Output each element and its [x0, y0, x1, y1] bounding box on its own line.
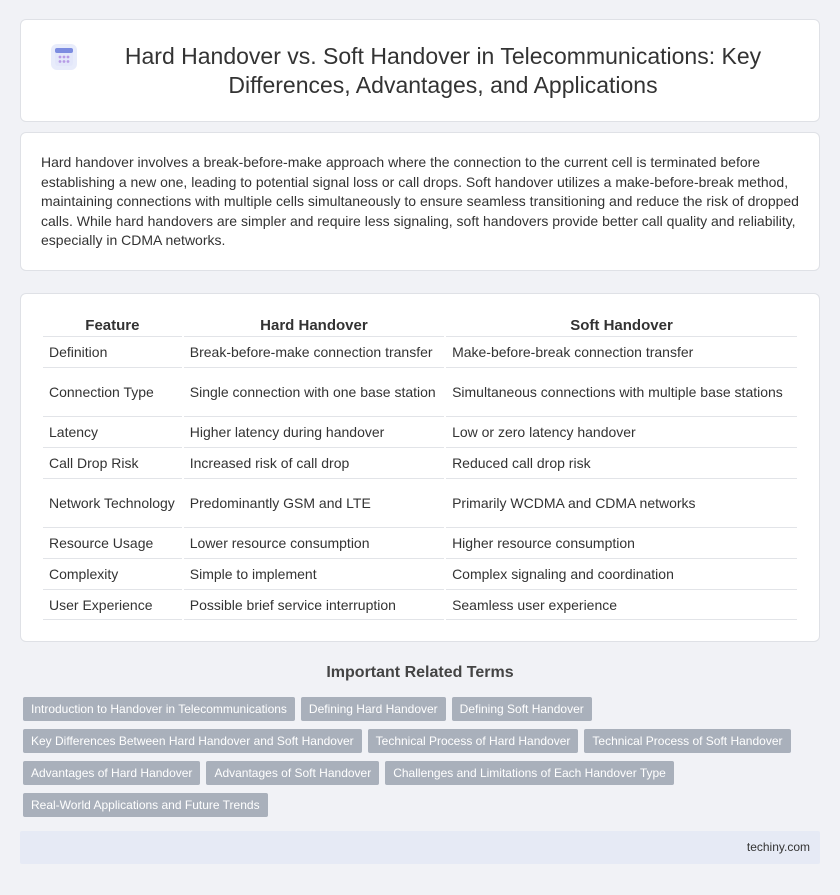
related-term-tag[interactable]: Challenges and Limitations of Each Handover Type: [385, 761, 674, 785]
table-cell: Network Technology: [43, 478, 182, 527]
table-cell: Latency: [43, 416, 182, 447]
comparison-table: [41, 316, 799, 620]
table-cell: Increased risk of call drop: [184, 447, 444, 478]
table-cell: Higher resource consumption: [446, 527, 797, 558]
related-term-tag[interactable]: Technical Process of Hard Handover: [368, 729, 579, 753]
footer-site-link[interactable]: techiny.com: [746, 840, 810, 854]
related-term-tag[interactable]: Real-World Applications and Future Trends: [23, 793, 268, 817]
table-row: [43, 478, 797, 527]
table-cell: Connection Type: [43, 367, 182, 416]
footer: [20, 831, 820, 864]
calendar-grid-icon: [51, 44, 77, 70]
table-header-row: [43, 316, 797, 336]
related-term-tag[interactable]: Defining Hard Handover: [301, 697, 446, 721]
related-term-tag[interactable]: Advantages of Soft Handover: [206, 761, 379, 785]
table-cell: Single connection with one base station: [184, 367, 444, 416]
summary-text: Hard handover involves a break-before-make approach where the connection to the current cell is terminated before establishing a new one, leading to potential signal loss or call drops. Soft handover utilizes a make-before-break method, maintaining connections with multiple cells simultaneously to ensure seamless transitioning and reduce the risk of dropped calls. While hard handovers are simpler and require less signaling, soft handovers provide better call quality and reliability, especially in CDMA networks.: [41, 154, 799, 249]
table-cell: Predominantly GSM and LTE: [184, 478, 444, 527]
title-card: [20, 19, 820, 122]
related-term-tag[interactable]: Key Differences Between Hard Handover and Soft Handover: [23, 729, 362, 753]
table-cell: Possible brief service interruption: [184, 589, 444, 620]
table-row: [43, 367, 797, 416]
summary-card: [20, 132, 820, 271]
table-row: [43, 416, 797, 447]
table-cell: Break-before-make connection transfer: [184, 336, 444, 367]
table-cell: Simultaneous connections with multiple base stations: [446, 367, 797, 416]
table-cell: Definition: [43, 336, 182, 367]
table-cell: User Experience: [43, 589, 182, 620]
table-row: [43, 558, 797, 589]
table-cell: Low or zero latency handover: [446, 416, 797, 447]
table-cell: Complex signaling and coordination: [446, 558, 797, 589]
header-soft-handover: Soft Handover: [570, 317, 673, 334]
table-cell: Higher latency during handover: [184, 416, 444, 447]
related-terms-list: [23, 697, 813, 825]
related-term-tag[interactable]: Technical Process of Soft Handover: [584, 729, 790, 753]
table-row: [43, 447, 797, 478]
related-term-tag[interactable]: Introduction to Handover in Telecommunications: [23, 697, 295, 721]
table-row: [43, 336, 797, 367]
related-term-tag[interactable]: Defining Soft Handover: [452, 697, 592, 721]
table-cell: Resource Usage: [43, 527, 182, 558]
table-cell: Primarily WCDMA and CDMA networks: [446, 478, 797, 527]
table-cell: Lower resource consumption: [184, 527, 444, 558]
table-cell: Seamless user experience: [446, 589, 797, 620]
table-row: [43, 527, 797, 558]
table-cell: Simple to implement: [184, 558, 444, 589]
header-feature: Feature: [85, 317, 140, 334]
header-hard-handover: Hard Handover: [260, 317, 368, 334]
related-terms-title: Important Related Terms: [326, 664, 514, 681]
comparison-table-card: [20, 293, 820, 642]
table-cell: Complexity: [43, 558, 182, 589]
page-title: Hard Handover vs. Soft Handover in Telecommunications: Key Differences, Advantages, and Applications: [124, 42, 762, 98]
related-term-tag[interactable]: Advantages of Hard Handover: [23, 761, 200, 785]
table-cell: Call Drop Risk: [43, 447, 182, 478]
table-cell: Make-before-break connection transfer: [446, 336, 797, 367]
table-row: [43, 589, 797, 620]
table-cell: Reduced call drop risk: [446, 447, 797, 478]
